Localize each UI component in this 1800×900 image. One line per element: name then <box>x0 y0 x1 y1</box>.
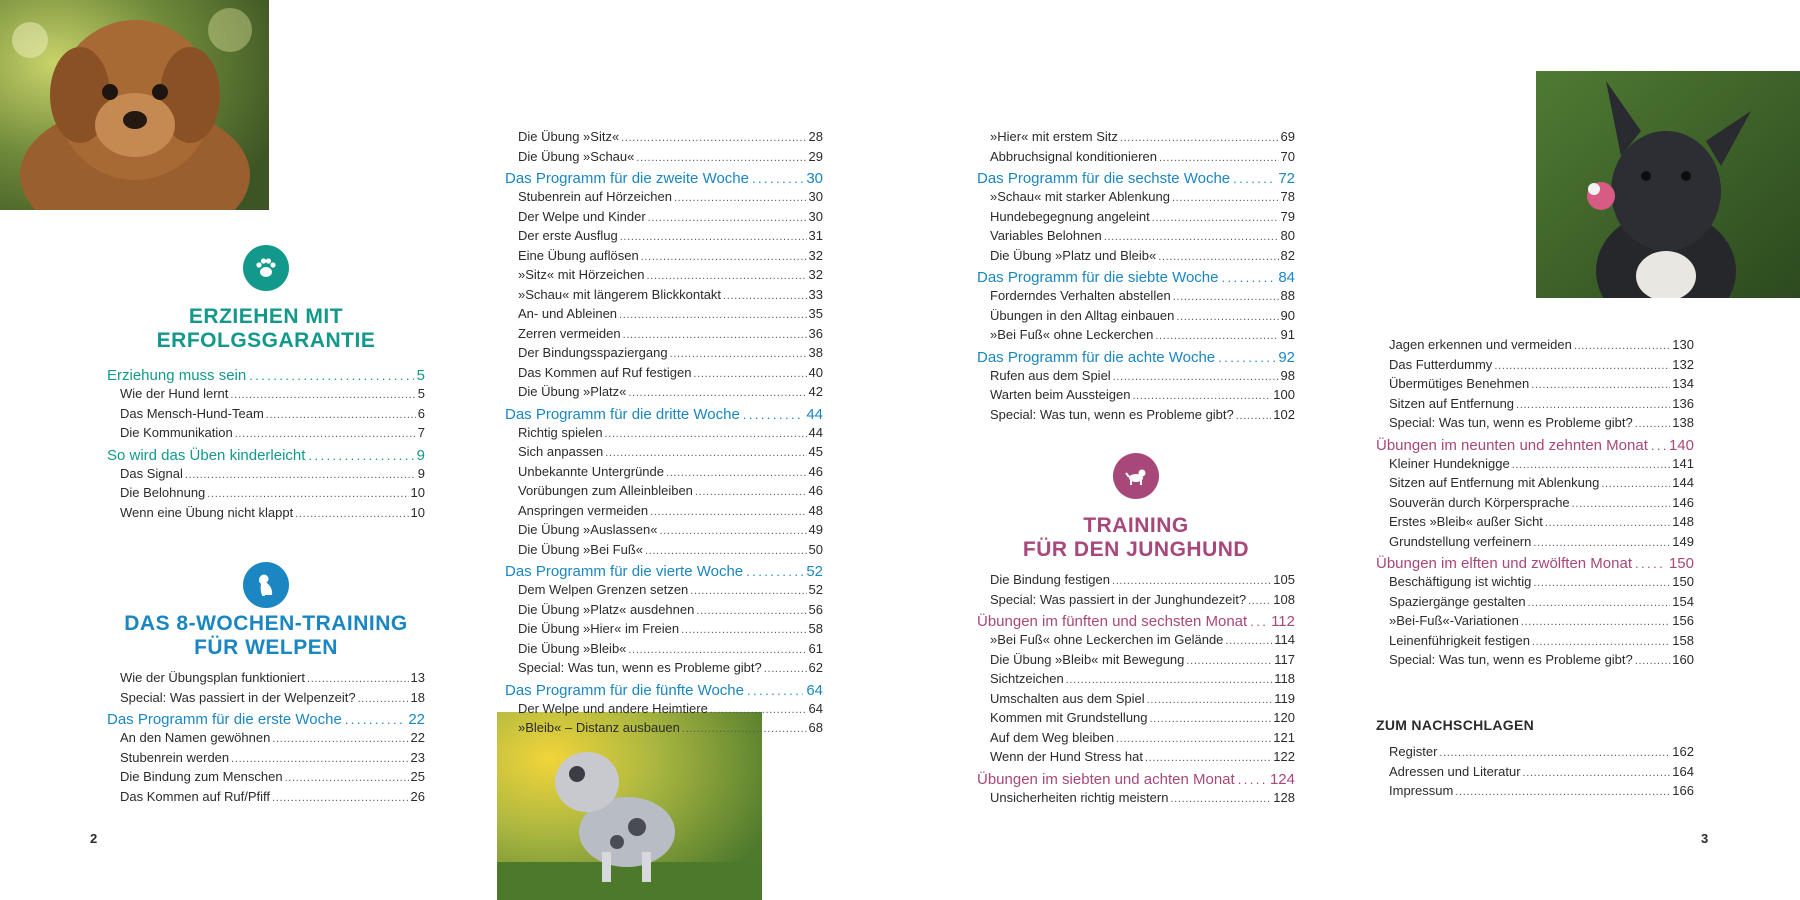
toc-entry[interactable]: Dem Welpen Grenzen setzen . . . 52 <box>505 581 823 601</box>
toc-head[interactable]: Übungen im elften und zwölften Monat . . . 150 <box>1376 554 1694 573</box>
toc-entry[interactable]: Die Bindung zum Menschen . . . 25 <box>107 768 425 788</box>
toc-entry[interactable]: Die Übung »Auslassen« . . . 49 <box>505 521 823 541</box>
toc-entry[interactable]: Special: Was passiert in der Junghundezeit? . . . 108 <box>977 591 1295 611</box>
toc-entry[interactable]: Der Welpe und andere Heimtiere . . . 64 <box>505 700 823 720</box>
toc-entry[interactable]: Umschalten aus dem Spiel . . . 119 <box>977 690 1295 710</box>
toc-entry[interactable]: Jagen erkennen und vermeiden . . . 130 <box>1376 336 1694 356</box>
toc-column-3-bottom <box>977 571 1295 808</box>
toc-entry[interactable]: Variables Belohnen . . . 80 <box>977 227 1295 247</box>
toc-entry[interactable]: Zerren vermeiden . . . 36 <box>505 325 823 345</box>
toc-entry[interactable]: Das Signal . . . 9 <box>107 465 425 485</box>
toc-entry[interactable]: Übermütiges Benehmen . . . 134 <box>1376 375 1694 395</box>
section-title-line2: FÜR DEN JUNGHUND <box>1022 538 1250 561</box>
toc-entry[interactable]: Die Übung »Bei Fuß« . . . 50 <box>505 541 823 561</box>
toc-column-2 <box>505 128 823 739</box>
section-title-line2: FÜR WELPEN <box>194 636 338 659</box>
toc-entry[interactable]: Spaziergänge gestalten . . . 154 <box>1376 593 1694 613</box>
toc-entry[interactable]: Stubenrein auf Hörzeichen . . . 30 <box>505 188 823 208</box>
toc-entry[interactable]: Die Übung »Platz« ausdehnen . . . 56 <box>505 601 823 621</box>
paw-icon <box>243 245 289 291</box>
toc-entry[interactable]: Die Übung »Schau« . . . 29 <box>505 148 823 168</box>
toc-column-3-top <box>977 128 1295 425</box>
toc-entry[interactable]: »Bei-Fuß«-Variationen . . . 156 <box>1376 612 1694 632</box>
toc-entry[interactable]: Adressen und Literatur . . . 164 <box>1376 763 1694 783</box>
section-title-line1: ERZIEHEN MIT <box>188 305 344 328</box>
toc-entry[interactable]: Sitzen auf Entfernung . . . 136 <box>1376 395 1694 415</box>
toc-entry[interactable]: Auf dem Weg bleiben . . . 121 <box>977 729 1295 749</box>
toc-entry[interactable]: Das Kommen auf Ruf/Pfiff . . . 26 <box>107 788 425 808</box>
toc-entry[interactable]: Special: Was tun, wenn es Probleme gibt? . . . 138 <box>1376 414 1694 434</box>
toc-entry[interactable]: Stubenrein werden . . . 23 <box>107 749 425 769</box>
section-title-8-wochen <box>107 612 425 660</box>
section-title-line1: TRAINING <box>1083 514 1189 537</box>
toc-entry[interactable]: Special: Was tun, wenn es Probleme gibt? . . . 160 <box>1376 651 1694 671</box>
toc-entry[interactable]: Der Bindungsspaziergang . . . 38 <box>505 344 823 364</box>
toc-head[interactable]: Das Programm für die siebte Woche . . . 84 <box>977 268 1295 287</box>
toc-entry[interactable]: Warten beim Aussteigen . . . 100 <box>977 386 1295 406</box>
photo-merle-puppy <box>497 712 762 900</box>
toc-head[interactable]: Erziehung muss sein . . . 5 <box>107 366 425 385</box>
toc-entry[interactable]: An den Namen gewöhnen . . . 22 <box>107 729 425 749</box>
toc-entry[interactable]: Das Kommen auf Ruf festigen . . . 40 <box>505 364 823 384</box>
toc-entry[interactable]: Wenn der Hund Stress hat . . . 122 <box>977 748 1295 768</box>
toc-entry[interactable]: »Bei Fuß« ohne Leckerchen . . . 91 <box>977 326 1295 346</box>
section-title-junghund <box>977 514 1295 562</box>
toc-head[interactable]: Übungen im fünften und sechsten Monat . . . 112 <box>977 612 1295 631</box>
toc-entry[interactable]: Richtig spielen . . . 44 <box>505 424 823 444</box>
toc-entry[interactable]: Impressum . . . 166 <box>1376 782 1694 802</box>
toc-column-1-top <box>107 364 425 523</box>
sitting-puppy-icon <box>243 562 289 608</box>
toc-entry[interactable]: Übungen in den Alltag einbauen . . . 90 <box>977 307 1295 327</box>
toc-entry[interactable]: Special: Was tun, wenn es Probleme gibt? . . . 102 <box>977 406 1295 426</box>
toc-entry[interactable]: Souverän durch Körpersprache . . . 146 <box>1376 494 1694 514</box>
toc-entry[interactable]: »Hier« mit erstem Sitz . . . 69 <box>977 128 1295 148</box>
toc-entry[interactable]: Die Übung »Bleib« mit Bewegung . . . 117 <box>977 651 1295 671</box>
toc-entry[interactable]: Die Übung »Hier« im Freien . . . 58 <box>505 620 823 640</box>
toc-entry[interactable]: »Schau« mit längerem Blickkontakt . . . 33 <box>505 286 823 306</box>
toc-entry[interactable]: Eine Übung auflösen . . . 32 <box>505 247 823 267</box>
dog-icon <box>1113 453 1159 499</box>
toc-entry[interactable]: Die Belohnung . . . 10 <box>107 484 425 504</box>
toc-entry[interactable]: Special: Was tun, wenn es Probleme gibt? . . . 62 <box>505 659 823 679</box>
toc-entry[interactable]: Leinenführigkeit festigen . . . 158 <box>1376 632 1694 652</box>
toc-entry[interactable]: Beschäftigung ist wichtig . . . 150 <box>1376 573 1694 593</box>
toc-entry[interactable]: Die Übung »Bleib« . . . 61 <box>505 640 823 660</box>
toc-entry[interactable]: »Bei Fuß« ohne Leckerchen im Gelände . . . 114 <box>977 631 1295 651</box>
photo-dark-dog-with-toy <box>1536 71 1800 298</box>
toc-entry[interactable]: Der erste Ausflug . . . 31 <box>505 227 823 247</box>
toc-entry[interactable]: Kleiner Hundeknigge . . . 141 <box>1376 455 1694 475</box>
toc-head[interactable]: So wird das Üben kinderleicht . . . 9 <box>107 446 425 465</box>
toc-entry[interactable]: Unsicherheiten richtig meistern . . . 128 <box>977 789 1295 809</box>
toc-entry[interactable]: Sitzen auf Entfernung mit Ablenkung . . . 144 <box>1376 474 1694 494</box>
section-title-line1: DAS 8-WOCHEN-TRAINING <box>124 612 408 635</box>
toc-entry[interactable]: Erstes »Bleib« außer Sicht . . . 148 <box>1376 513 1694 533</box>
section-title-erziehen <box>107 305 425 353</box>
toc-head[interactable]: Das Programm für die sechste Woche . . . 72 <box>977 169 1295 188</box>
toc-entry[interactable]: Wie der Hund lernt . . . 5 <box>107 385 425 405</box>
toc-head[interactable]: Übungen im siebten und achten Monat . . . 124 <box>977 770 1295 789</box>
toc-head[interactable]: Das Programm für die achte Woche . . . 92 <box>977 348 1295 367</box>
toc-entry[interactable]: Unbekannte Untergründe . . . 46 <box>505 463 823 483</box>
toc-entry[interactable]: Abbruchsignal konditionieren . . . 70 <box>977 148 1295 168</box>
toc-column-1-bottom <box>107 669 425 807</box>
page-number-right: 3 <box>1701 831 1709 846</box>
toc-entry[interactable]: Das Mensch-Hund-Team . . . 6 <box>107 405 425 425</box>
toc-column-4-nachschlagen <box>1376 743 1694 802</box>
toc-entry[interactable]: Kommen mit Grundstellung . . . 120 <box>977 709 1295 729</box>
toc-entry[interactable]: »Schau« mit starker Ablenkung . . . 78 <box>977 188 1295 208</box>
toc-entry[interactable]: Die Übung »Platz« . . . 42 <box>505 383 823 403</box>
toc-entry[interactable]: Die Bindung festigen . . . 105 <box>977 571 1295 591</box>
toc-head[interactable]: Das Programm für die dritte Woche . . . 44 <box>505 405 823 424</box>
toc-entry[interactable]: Register . . . 162 <box>1376 743 1694 763</box>
toc-entry[interactable]: Das Futterdummy . . . 132 <box>1376 356 1694 376</box>
toc-head[interactable]: Das Programm für die erste Woche . . . 22 <box>107 710 425 729</box>
toc-entry[interactable]: Die Übung »Sitz« . . . 28 <box>505 128 823 148</box>
toc-entry[interactable]: Vorübungen zum Alleinbleiben . . . 46 <box>505 482 823 502</box>
toc-entry[interactable]: An- und Ableinen . . . 35 <box>505 305 823 325</box>
toc-head[interactable]: Übungen im neunten und zehnten Monat . . . 140 <box>1376 436 1694 455</box>
toc-entry[interactable]: Die Kommunikation . . . 7 <box>107 424 425 444</box>
toc-column-4 <box>1376 336 1694 671</box>
nachschlagen-title: ZUM NACHSCHLAGEN <box>1376 717 1535 733</box>
toc-entry[interactable]: »Bleib« – Distanz ausbauen . . . 68 <box>505 719 823 739</box>
toc-entry[interactable]: Grundstellung verfeinern . . . 149 <box>1376 533 1694 553</box>
toc-head[interactable]: Das Programm für die vierte Woche . . . 52 <box>505 562 823 581</box>
toc-entry[interactable]: Der Welpe und Kinder . . . 30 <box>505 208 823 228</box>
toc-entry[interactable]: Sichtzeichen . . . 118 <box>977 670 1295 690</box>
section-title-line2: ERFOLGSGARANTIE <box>156 329 376 352</box>
toc-entry[interactable]: Forderndes Verhalten abstellen . . . 88 <box>977 287 1295 307</box>
toc-entry[interactable]: Die Übung »Platz und Bleib« . . . 82 <box>977 247 1295 267</box>
photo-fluffy-puppy <box>0 0 269 210</box>
toc-entry[interactable]: Rufen aus dem Spiel . . . 98 <box>977 367 1295 387</box>
toc-entry[interactable]: Anspringen vermeiden . . . 48 <box>505 502 823 522</box>
toc-entry[interactable]: »Sitz« mit Hörzeichen . . . 32 <box>505 266 823 286</box>
toc-entry[interactable]: Hundebegegnung angeleint . . . 79 <box>977 208 1295 228</box>
toc-head[interactable]: Das Programm für die zweite Woche . . . 30 <box>505 169 823 188</box>
page-number-left: 2 <box>90 831 98 846</box>
toc-entry[interactable]: Wie der Übungsplan funktioniert . . . 13 <box>107 669 425 689</box>
toc-entry[interactable]: Sich anpassen . . . 45 <box>505 443 823 463</box>
toc-entry[interactable]: Special: Was passiert in der Welpenzeit? . . . 18 <box>107 689 425 709</box>
toc-entry[interactable]: Wenn eine Übung nicht klappt . . . 10 <box>107 504 425 524</box>
toc-head[interactable]: Das Programm für die fünfte Woche . . . 64 <box>505 681 823 700</box>
